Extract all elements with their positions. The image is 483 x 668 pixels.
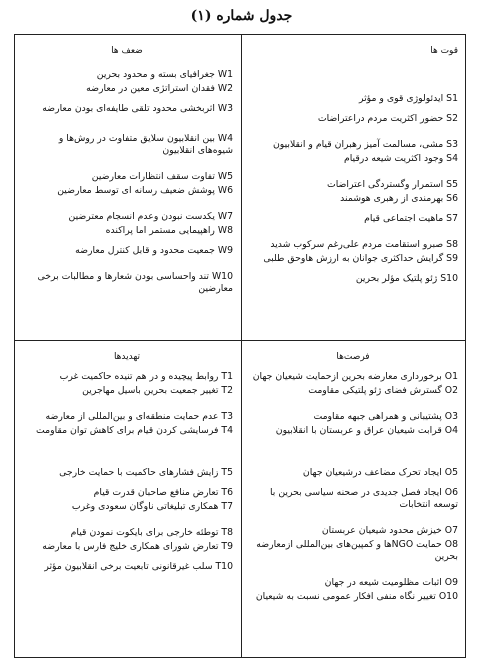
weaknesses-cell (15, 35, 241, 340)
opportunity-item-o3: O3 پشتیبانی و همراهی جبهه مقاومت (313, 411, 458, 422)
opportunity-item-o7: O7 خیزش محدود شیعیان عربستان (321, 525, 458, 536)
opportunities-title: فرصت‌ها (336, 352, 370, 362)
weakness-item-w7: W7 یکدست نبودن وعدم انسجام معترضین (68, 211, 233, 222)
weakness-item-w5: W5 تفاوت سقف انتظارات معارضین (91, 171, 233, 182)
weakness-item-w4: W4 بین انقلابیون سلایق متفاوت در روش‌ها و شیوه‌های انقلابیون (58, 133, 233, 156)
swot-table (14, 34, 466, 658)
weakness-item-w6: W6 پوشش ضعیف رسانه ای توسط معارضین (57, 185, 233, 196)
opportunity-item-o2: O2 گسترش فضای ژئو پلتیکی مقاومت (308, 385, 458, 396)
strength-item-s2: S2 حضور اکثریت مردم دراعتراضات (317, 113, 458, 124)
threat-item-t9: T9 تعارض شورای همکاری خلیج فارس با معارضه (42, 541, 233, 552)
weakness-item-w2: W2 فقدان استراتژی معین در معارضه (86, 83, 233, 94)
weakness-item-w10: W10 تند واحساسی بودن شعارها و مطالبات برخی معارضین (37, 271, 233, 294)
threat-item-t8: T8 توطئه خارجی برای بایکوت نمودن قیام (70, 527, 233, 538)
strength-item-s5: S5 استمرار وگستردگی اعتراضات (326, 179, 458, 190)
opportunities-cell (242, 341, 467, 659)
threat-item-t3: T3 عدم حمایت منطقه‌ای و بین‌المللی از معارضه (45, 411, 233, 422)
opportunity-item-o9: O9 اثبات مظلومیت شیعه در جهان (324, 577, 458, 588)
weakness-item-w9: W9 جمعیت محدود و قابل کنترل معارضه (75, 245, 233, 256)
opportunity-item-o10: O10 تغییر نگاه منفی افکار عمومی نسبت به شیعیان (255, 591, 458, 602)
strength-item-s8: S8 صبرو استقامت مردم علی‌رغم سرکوب شدید (270, 239, 458, 250)
strengths-title: قوت ها (430, 46, 458, 56)
weakness-item-w8: W8 راهپیمایی مستمر اما پراکنده (105, 225, 233, 236)
threat-item-t7: T7 همکاری تبلیغاتی ناوگان سعودی وغرب (71, 501, 233, 512)
strength-item-s10: S10 ژئو پلتیک مؤلر بحرین (355, 273, 458, 284)
strength-item-s9: S9 گرایش حداکثری جوانان به ارزش هاوحق طلبی (263, 253, 458, 264)
weakness-item-w3: W3 اثربخشی محدود تلقی طایفه‌ای بودن معارضه (42, 103, 233, 114)
threat-item-t1: T1 روابط پیچیده و در هم تنیده حاکمیت غرب (59, 371, 233, 382)
opportunity-item-o1: O1 برخورداری معارضه بحرین ازحمایت شیعیان جهان (252, 371, 458, 382)
opportunity-item-o5: O5 ایجاد تحرک مضاعف درشیعیان جهان (302, 467, 458, 478)
strength-item-s6: S6 بهرمندی از رهبری هوشمند (340, 193, 458, 204)
threat-item-t6: T6 تعارض منافع صاحبان قدرت قیام (93, 487, 233, 498)
weaknesses-title: ضعف ها (111, 46, 143, 56)
table-title: جدول شماره (۱) (190, 8, 293, 24)
opportunity-item-o4: O4 قرابت شیعیان عراق و عربستان با انقلابیون (275, 425, 458, 436)
strength-item-s4: S4 وجود اکثریت شیعه درقیام (343, 153, 458, 164)
strengths-cell (242, 35, 467, 340)
threat-item-t5: T5 زایش فشارهای حاکمیت با حمایت خارجی (59, 467, 233, 478)
strength-item-s7: S7 ماهیت اجتماعی قیام (364, 213, 458, 224)
threats-cell (15, 341, 241, 659)
threat-item-t10: T10 سلب غیرقانونی تابعیت برخی انقلابیون مؤثر (44, 561, 233, 572)
threat-item-t4: T4 فرسایشی کردن قیام برای کاهش توان مقاومت (35, 425, 233, 436)
threats-title: تهدیدها (113, 352, 141, 362)
opportunity-item-o8: O8 حمایت NGOها و کمپین‌های بین‌المللی ازمعارضه بحرین (256, 539, 458, 562)
strength-item-s3: S3 مشی، مسالمت آمیز رهبران قیام و انقلابیون (272, 139, 458, 150)
strength-item-s1: S1 ایدئولوژی قوی و مؤثر (358, 93, 458, 104)
threat-item-t2: T2 تغییر جمعیت بحرین باسیل مهاجرین (82, 385, 233, 396)
weakness-item-w1: W1 جغرافیای بسته و محدود بحرین (96, 69, 233, 80)
opportunity-item-o6: O6 ایجاد فصل جدیدی در صحنه سیاسی بحرین با توسعه انتخابات (269, 487, 458, 510)
